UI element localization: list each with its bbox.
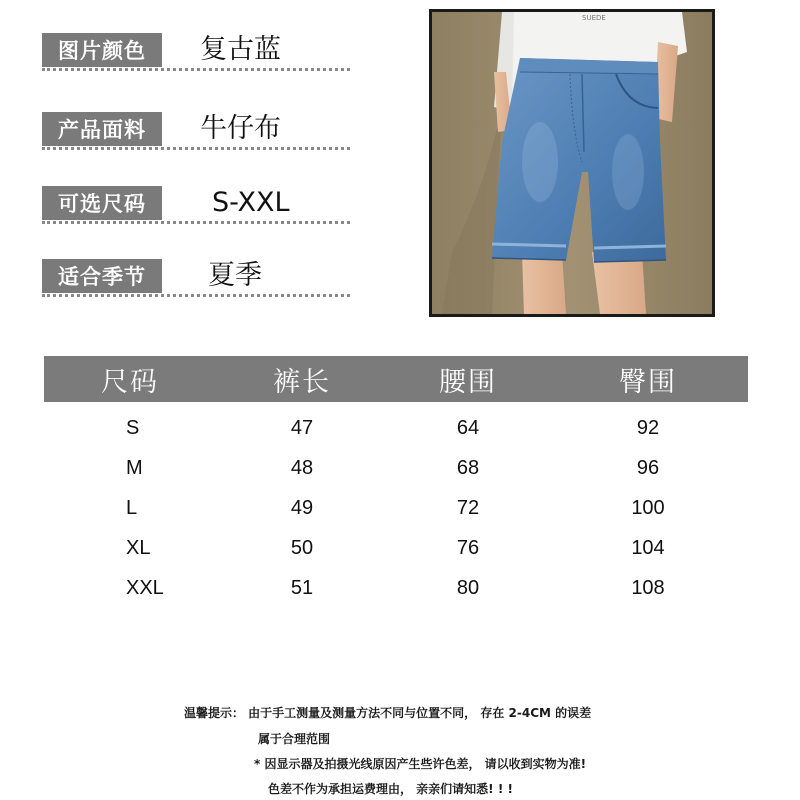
table-row <box>44 448 748 488</box>
table-cell: 76 <box>456 536 480 559</box>
column-header-length: 裤长 <box>216 356 388 402</box>
table-cell: 104 <box>631 536 665 559</box>
column-header-size: 尺码 <box>44 356 216 402</box>
table-cell: XXL <box>126 576 164 599</box>
table-row <box>44 568 748 608</box>
table-row <box>44 488 748 528</box>
table-cell: M <box>126 456 143 479</box>
table-header-row <box>44 356 748 402</box>
table-cell: XL <box>126 536 151 559</box>
table-row <box>44 528 748 568</box>
dotted-divider <box>42 68 350 71</box>
column-header-hip: 臀围 <box>548 356 748 402</box>
spec-value: 复古蓝 <box>200 34 281 65</box>
dotted-divider <box>42 147 350 150</box>
spec-row-fabric <box>42 112 350 148</box>
spec-row-color <box>42 33 350 69</box>
spec-label: 可选尺码 <box>42 186 162 220</box>
table-cell: 49 <box>290 496 314 519</box>
table-cell: 48 <box>290 456 314 479</box>
table-cell: L <box>126 496 138 519</box>
size-chart-table <box>44 356 748 608</box>
svg-text:SUEDE: SUEDE <box>582 14 606 22</box>
table-row <box>44 402 748 448</box>
table-cell: 108 <box>631 576 665 599</box>
column-header-waist: 腰围 <box>388 356 548 402</box>
table-cell: S <box>126 416 140 439</box>
spec-value: 牛仔布 <box>200 113 281 144</box>
spec-label: 图片颜色 <box>42 33 162 67</box>
table-cell: 72 <box>456 496 480 519</box>
spec-row-sizes <box>42 186 350 222</box>
table-cell: 92 <box>636 416 660 439</box>
denim-shorts-illustration <box>432 12 712 314</box>
table-cell: 80 <box>456 576 480 599</box>
dotted-divider <box>42 294 350 297</box>
spec-row-season <box>42 259 350 295</box>
table-cell: 68 <box>456 456 480 479</box>
note-line-1: 温馨提示： 由于手工测量及测量方法不同与位置不同， 存在 2-4CM 的误差 <box>184 706 592 720</box>
product-photo <box>429 9 715 317</box>
spec-label: 适合季节 <box>42 259 162 293</box>
table-cell: 64 <box>456 416 480 439</box>
table-cell: 96 <box>636 456 660 479</box>
note-line-3: * 因显示器及拍摄光线原因产生些许色差， 请以收到实物为准! <box>254 757 587 771</box>
table-cell: 51 <box>290 576 314 599</box>
dotted-divider <box>42 221 350 224</box>
spec-value: 夏季 <box>208 260 262 291</box>
table-cell: 100 <box>631 496 665 519</box>
spec-value: S-XXL <box>212 187 290 218</box>
table-cell: 50 <box>290 536 314 559</box>
note-line-4: 色差不作为承担运费理由， 亲亲们请知悉! ! ! <box>268 782 513 796</box>
spec-label: 产品面料 <box>42 112 162 146</box>
note-line-2: 属于合理范围 <box>258 732 331 746</box>
table-cell: 47 <box>290 416 314 439</box>
